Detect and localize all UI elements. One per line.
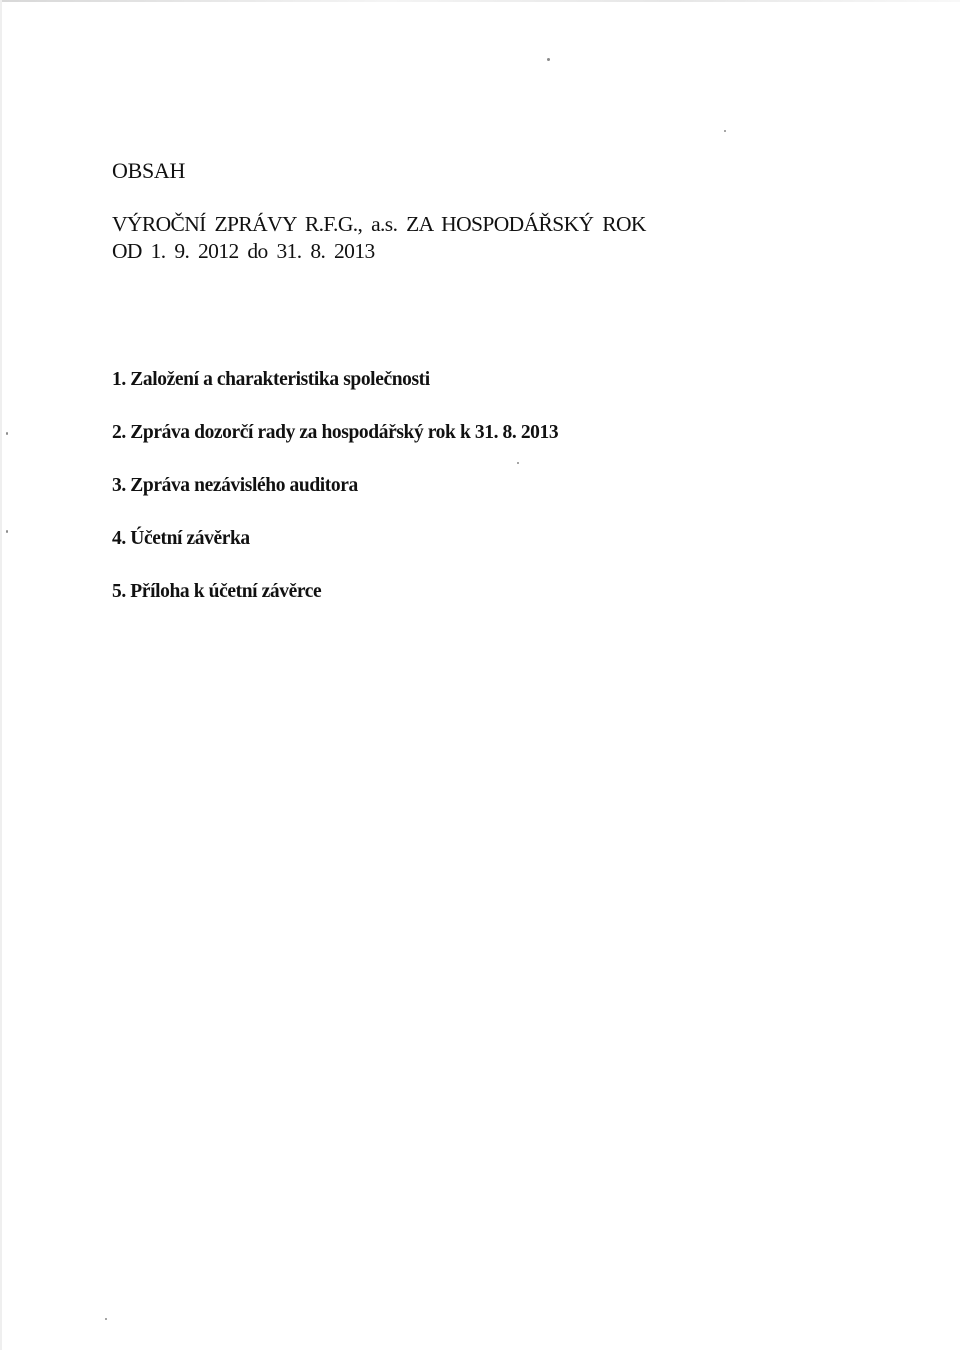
scan-speck (6, 432, 8, 435)
table-of-contents (112, 367, 558, 632)
scan-speck (6, 530, 8, 533)
toc-item-2: 2. Zpráva dozorčí rady za hospodářský rok k 31. 8. 2013 (112, 422, 559, 443)
toc-item-3: 3. Zpráva nezávislého auditora (112, 475, 358, 496)
scan-speck (105, 1318, 107, 1320)
scan-speck (724, 130, 726, 132)
scan-edge-top (0, 0, 960, 2)
report-title-line-2: OD 1. 9. 2012 do 31. 8. 2013 (112, 239, 375, 263)
scan-speck (547, 58, 550, 61)
report-title (112, 211, 646, 265)
toc-item-5: 5. Příloha k účetní závěrce (112, 581, 322, 602)
toc-item-4: 4. Účetní závěrka (112, 528, 250, 549)
toc-item-1: 1. Založení a charakteristika společnosti (112, 369, 430, 390)
scan-edge-left (0, 0, 2, 1350)
toc-heading: OBSAH (112, 158, 186, 183)
report-title-line-1: VÝROČNÍ ZPRÁVY R.F.G., a.s. ZA HOSPODÁŘSKÝ ROK (112, 212, 646, 236)
